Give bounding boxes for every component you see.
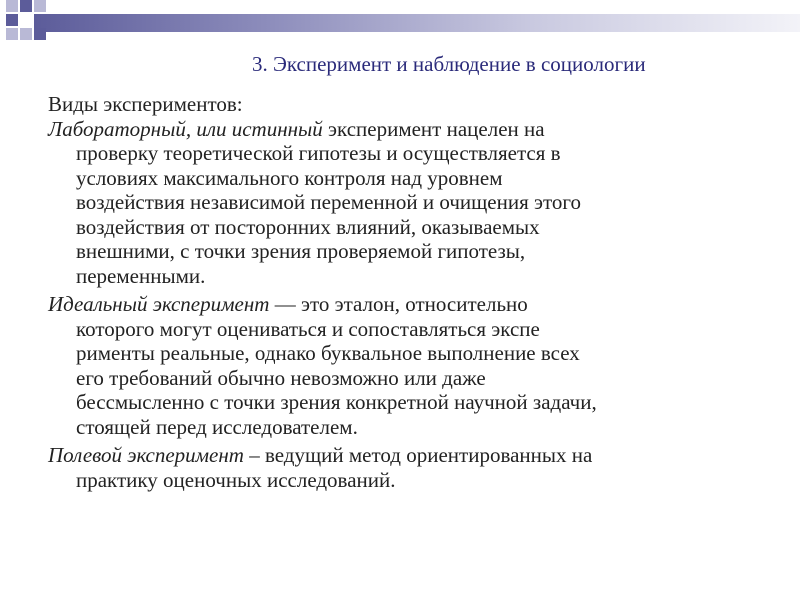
- line-text: – ведущий метод ориентированных на: [243, 443, 593, 467]
- decor-square: [34, 28, 46, 40]
- term-emphasis: Полевой эксперимент: [48, 443, 244, 467]
- paragraph-line: [48, 468, 770, 493]
- line-text: которого могут оцениваться и сопоставляться экспе: [76, 316, 540, 341]
- line-text: бессмысленно с точки зрения конкретной научной задачи,: [76, 390, 597, 414]
- paragraph-list: [48, 117, 770, 493]
- line-text: внешними, с точки зрения проверяемой гипотезы,: [76, 239, 526, 263]
- decor-square: [20, 0, 32, 12]
- decor-square: [34, 0, 46, 12]
- slide-title: 3. Эксперимент и наблюдение в социологии: [252, 52, 646, 76]
- decor-square: [6, 0, 18, 12]
- paragraph-line: [48, 239, 770, 264]
- term-emphasis: Лабораторный, или истинный: [48, 116, 323, 141]
- line-text: воздействия независимой переменной и очищения этого: [76, 190, 581, 214]
- line-text: — это эталон, относительно: [269, 292, 528, 316]
- line-text: практику оценочных исследований.: [76, 467, 396, 492]
- paragraph: [48, 292, 770, 439]
- section-heading: Виды экспериментов:: [48, 92, 243, 116]
- paragraph-line: [48, 215, 770, 240]
- line-text: воздействия от посторонних влияний, оказываемых: [76, 214, 540, 239]
- decor-square: [20, 14, 32, 26]
- decor-square: [20, 28, 32, 40]
- header-gradient-band: [34, 14, 800, 32]
- paragraph-line: [48, 292, 770, 317]
- paragraph-line: [48, 190, 770, 215]
- paragraph: [48, 117, 770, 289]
- paragraph-line: [48, 317, 770, 342]
- paragraph: [48, 443, 770, 492]
- paragraph-line: [48, 166, 770, 191]
- paragraph-line: [48, 141, 770, 166]
- line-text: переменными.: [76, 263, 206, 288]
- paragraph-line: [48, 366, 770, 391]
- paragraph-line: [48, 390, 770, 415]
- paragraph-line: [48, 415, 770, 440]
- decor-square: [6, 14, 18, 26]
- paragraph-line: [48, 443, 770, 468]
- paragraph-line: [48, 341, 770, 366]
- line-text: рименты реальные, однако буквальное выполнение всех: [76, 341, 580, 365]
- line-text: условиях максимального контроля над уровнем: [76, 165, 503, 190]
- paragraph-line: [48, 264, 770, 289]
- line-text: его требований обычно невозможно или даже: [76, 365, 486, 390]
- line-text: стоящей перед исследователем.: [76, 414, 358, 439]
- term-emphasis: Идеальный эксперимент: [48, 292, 270, 316]
- line-text: эксперимент нацелен на: [322, 116, 545, 141]
- decor-square: [48, 0, 60, 12]
- slide-body: [48, 92, 770, 492]
- paragraph-line: [48, 117, 770, 142]
- line-text: проверку теоретической гипотезы и осуществляется в: [76, 141, 561, 165]
- decor-square: [6, 28, 18, 40]
